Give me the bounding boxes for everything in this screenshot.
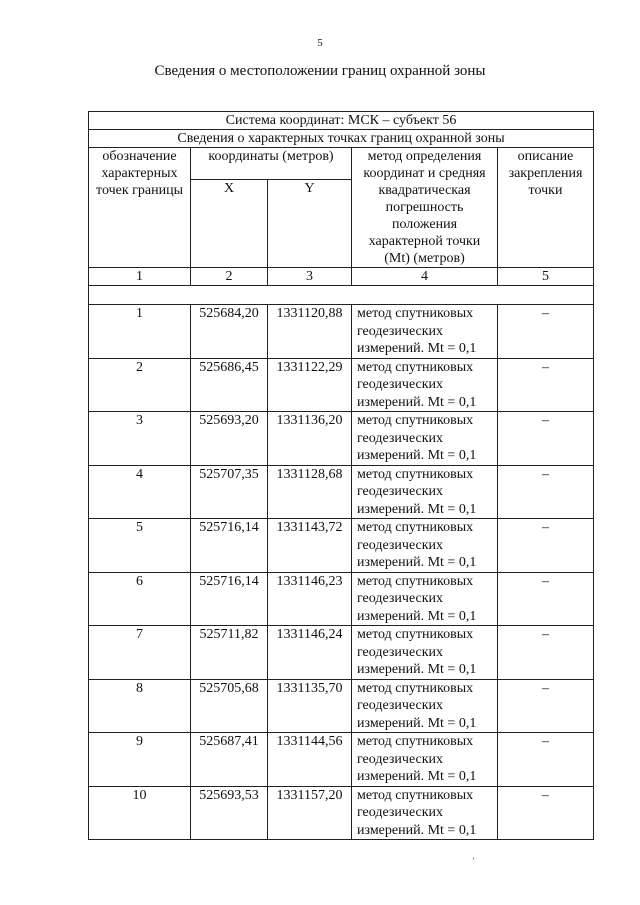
scan-mark: ʼ <box>472 856 475 866</box>
fixing-description-cell: – <box>498 465 594 519</box>
table-row <box>89 733 594 787</box>
x-coordinate-cell: 525711,82 <box>191 626 268 680</box>
table-row <box>89 626 594 680</box>
method-cell: метод спутниковых геодезических измерений. Mt = 0,1 <box>352 305 498 359</box>
table-row <box>89 305 594 359</box>
page-number: 5 <box>317 37 323 49</box>
method-cell: метод спутниковых геодезических измерений. Mt = 0,1 <box>352 412 498 466</box>
table-row <box>89 358 594 412</box>
method-cell: метод спутниковых геодезических измерений. Mt = 0,1 <box>352 733 498 787</box>
table-row <box>89 786 594 840</box>
point-cell: 6 <box>89 572 191 626</box>
fixing-description-cell: – <box>498 679 594 733</box>
y-coordinate-cell: 1331157,20 <box>268 786 352 840</box>
y-coordinate-cell: 1331120,88 <box>268 305 352 359</box>
x-coordinate-cell: 525686,45 <box>191 358 268 412</box>
x-coordinate-cell: 525707,35 <box>191 465 268 519</box>
fixing-description-cell: – <box>498 358 594 412</box>
x-coordinate-cell: 525687,41 <box>191 733 268 787</box>
blank-cell <box>89 286 594 305</box>
fixing-description-cell: – <box>498 412 594 466</box>
method-cell: метод спутниковых геодезических измерений. Mt = 0,1 <box>352 786 498 840</box>
blank-row <box>89 286 594 305</box>
y-coordinate-cell: 1331143,72 <box>268 519 352 573</box>
table-row <box>89 572 594 626</box>
y-coordinate-cell: 1331146,23 <box>268 572 352 626</box>
y-coordinate-cell: 1331144,56 <box>268 733 352 787</box>
method-cell: метод спутниковых геодезических измерений. Mt = 0,1 <box>352 679 498 733</box>
section-header: Сведения о характерных точках границ охранной зоны <box>89 130 594 148</box>
fixing-description-cell: – <box>498 626 594 680</box>
point-cell: 5 <box>89 519 191 573</box>
point-cell: 7 <box>89 626 191 680</box>
y-coordinate-cell: 1331122,29 <box>268 358 352 412</box>
fixing-description-header: описание закрепления точки <box>498 148 594 268</box>
point-cell: 2 <box>89 358 191 412</box>
fixing-description-cell: – <box>498 519 594 573</box>
method-cell: метод спутниковых геодезических измерений. Mt = 0,1 <box>352 626 498 680</box>
x-coordinate-cell: 525693,20 <box>191 412 268 466</box>
point-cell: 1 <box>89 305 191 359</box>
y-coordinate-cell: 1331136,20 <box>268 412 352 466</box>
fixing-description-cell: – <box>498 572 594 626</box>
point-cell: 3 <box>89 412 191 466</box>
table-row <box>89 679 594 733</box>
column-number: 2 <box>191 268 268 286</box>
x-coordinate-cell: 525693,53 <box>191 786 268 840</box>
method-cell: метод спутниковых геодезических измерений. Mt = 0,1 <box>352 572 498 626</box>
column-numbers-row <box>89 268 594 286</box>
fixing-description-cell: – <box>498 733 594 787</box>
coordinates-header: координаты (метров) <box>191 148 352 180</box>
x-coordinate-cell: 525716,14 <box>191 572 268 626</box>
point-cell: 9 <box>89 733 191 787</box>
y-coordinate-cell: 1331146,24 <box>268 626 352 680</box>
x-coordinate-cell: 525716,14 <box>191 519 268 573</box>
point-cell: 4 <box>89 465 191 519</box>
document-title: Сведения о местоположении границ охранной зоны <box>154 63 486 79</box>
coordinate-system-header: Система координат: МСК – субъект 56 <box>89 112 594 130</box>
point-cell: 10 <box>89 786 191 840</box>
column-number: 3 <box>268 268 352 286</box>
table-row <box>89 412 594 466</box>
y-header: Y <box>268 180 352 268</box>
column-number: 1 <box>89 268 191 286</box>
method-header: метод определения координат и средняя квадратическая погрешность положения характерной точки (Mt) (метров) <box>352 148 498 268</box>
method-cell: метод спутниковых геодезических измерений. Mt = 0,1 <box>352 519 498 573</box>
data-rows <box>89 305 594 840</box>
point-designation-header: обозначение характерных точек границы <box>89 148 191 268</box>
point-cell: 8 <box>89 679 191 733</box>
column-number: 4 <box>352 268 498 286</box>
x-header: X <box>191 180 268 268</box>
x-coordinate-cell: 525705,68 <box>191 679 268 733</box>
y-coordinate-cell: 1331128,68 <box>268 465 352 519</box>
table-row <box>89 519 594 573</box>
fixing-description-cell: – <box>498 305 594 359</box>
column-number: 5 <box>498 268 594 286</box>
boundary-points-table <box>88 111 594 840</box>
method-cell: метод спутниковых геодезических измерений. Mt = 0,1 <box>352 465 498 519</box>
y-coordinate-cell: 1331135,70 <box>268 679 352 733</box>
method-cell: метод спутниковых геодезических измерений. Mt = 0,1 <box>352 358 498 412</box>
fixing-description-cell: – <box>498 786 594 840</box>
x-coordinate-cell: 525684,20 <box>191 305 268 359</box>
table-row <box>89 465 594 519</box>
